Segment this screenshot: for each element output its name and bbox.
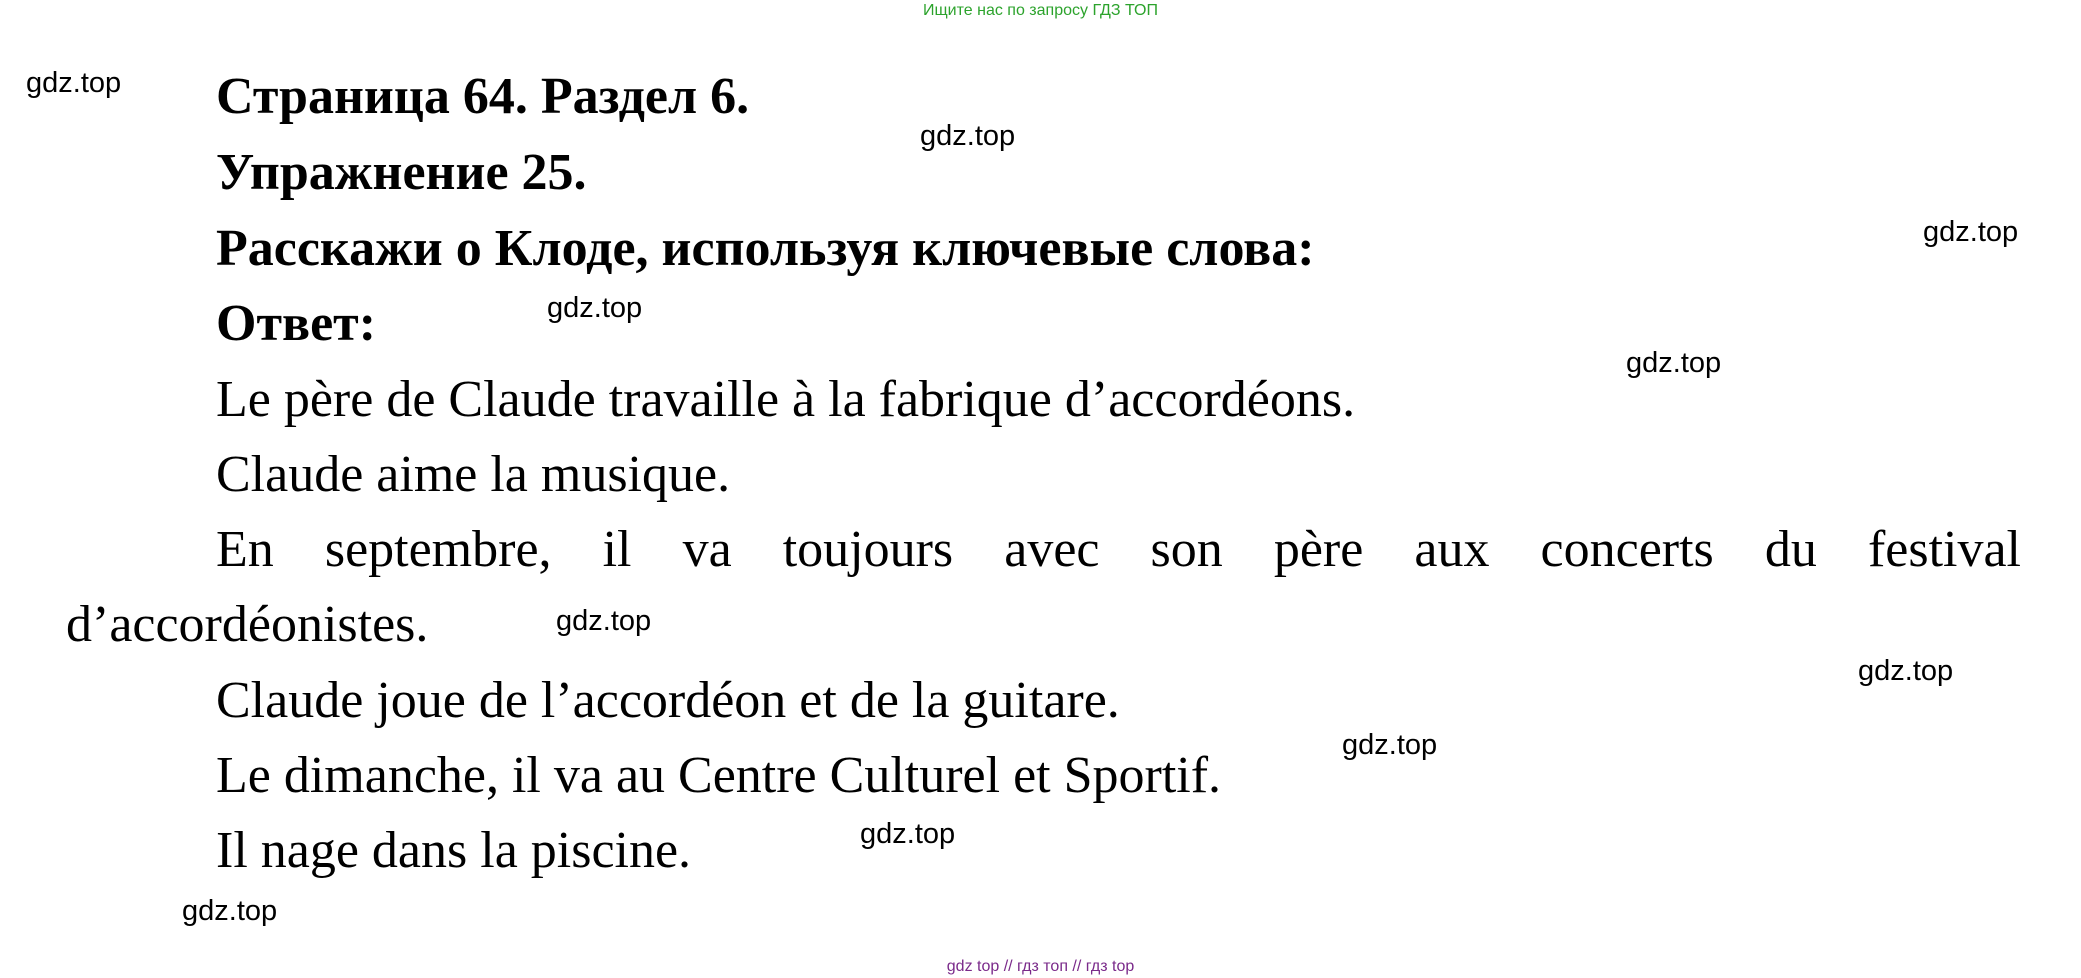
page-section-heading: Страница 64. Раздел 6. [216, 68, 750, 125]
answer-line-3b: d’accordéonistes. [66, 596, 429, 653]
watermark: gdz.top [547, 292, 643, 324]
watermark: gdz.top [182, 895, 278, 927]
answer-line-6: Il nage dans la piscine. [216, 822, 692, 879]
watermark: gdz.top [1342, 729, 1438, 761]
watermark: gdz.top [26, 67, 122, 99]
watermark: gdz.top [1923, 216, 2019, 248]
answer-line-2: Claude aime la musique. [216, 446, 731, 503]
watermark: gdz.top [1626, 347, 1722, 379]
answer-label: Ответ: [216, 295, 377, 352]
watermark: gdz.top [860, 818, 956, 850]
watermark: gdz.top [1858, 655, 1954, 687]
answer-line-5: Le dimanche, il va au Centre Culturel et Sportif. [216, 747, 1222, 804]
task-heading: Расскажи о Клоде, используя ключевые слова: [216, 220, 1315, 277]
watermark: gdz.top [556, 605, 652, 637]
top-banner-text: Ищите нас по запросу ГДЗ ТОП [923, 2, 1158, 19]
exercise-heading: Упражнение 25. [216, 144, 587, 201]
answer-line-1: Le père de Claude travaille à la fabrique d’accordéons. [216, 371, 1356, 428]
watermark: gdz.top [920, 120, 1016, 152]
bottom-banner-text: gdz top // гдз топ // гдз top [946, 958, 1135, 975]
answer-line-3a: En septembre, il va toujours avec son père aux concerts du festival [216, 521, 2021, 578]
answer-line-4: Claude joue de l’accordéon et de la guitare. [216, 672, 1120, 729]
